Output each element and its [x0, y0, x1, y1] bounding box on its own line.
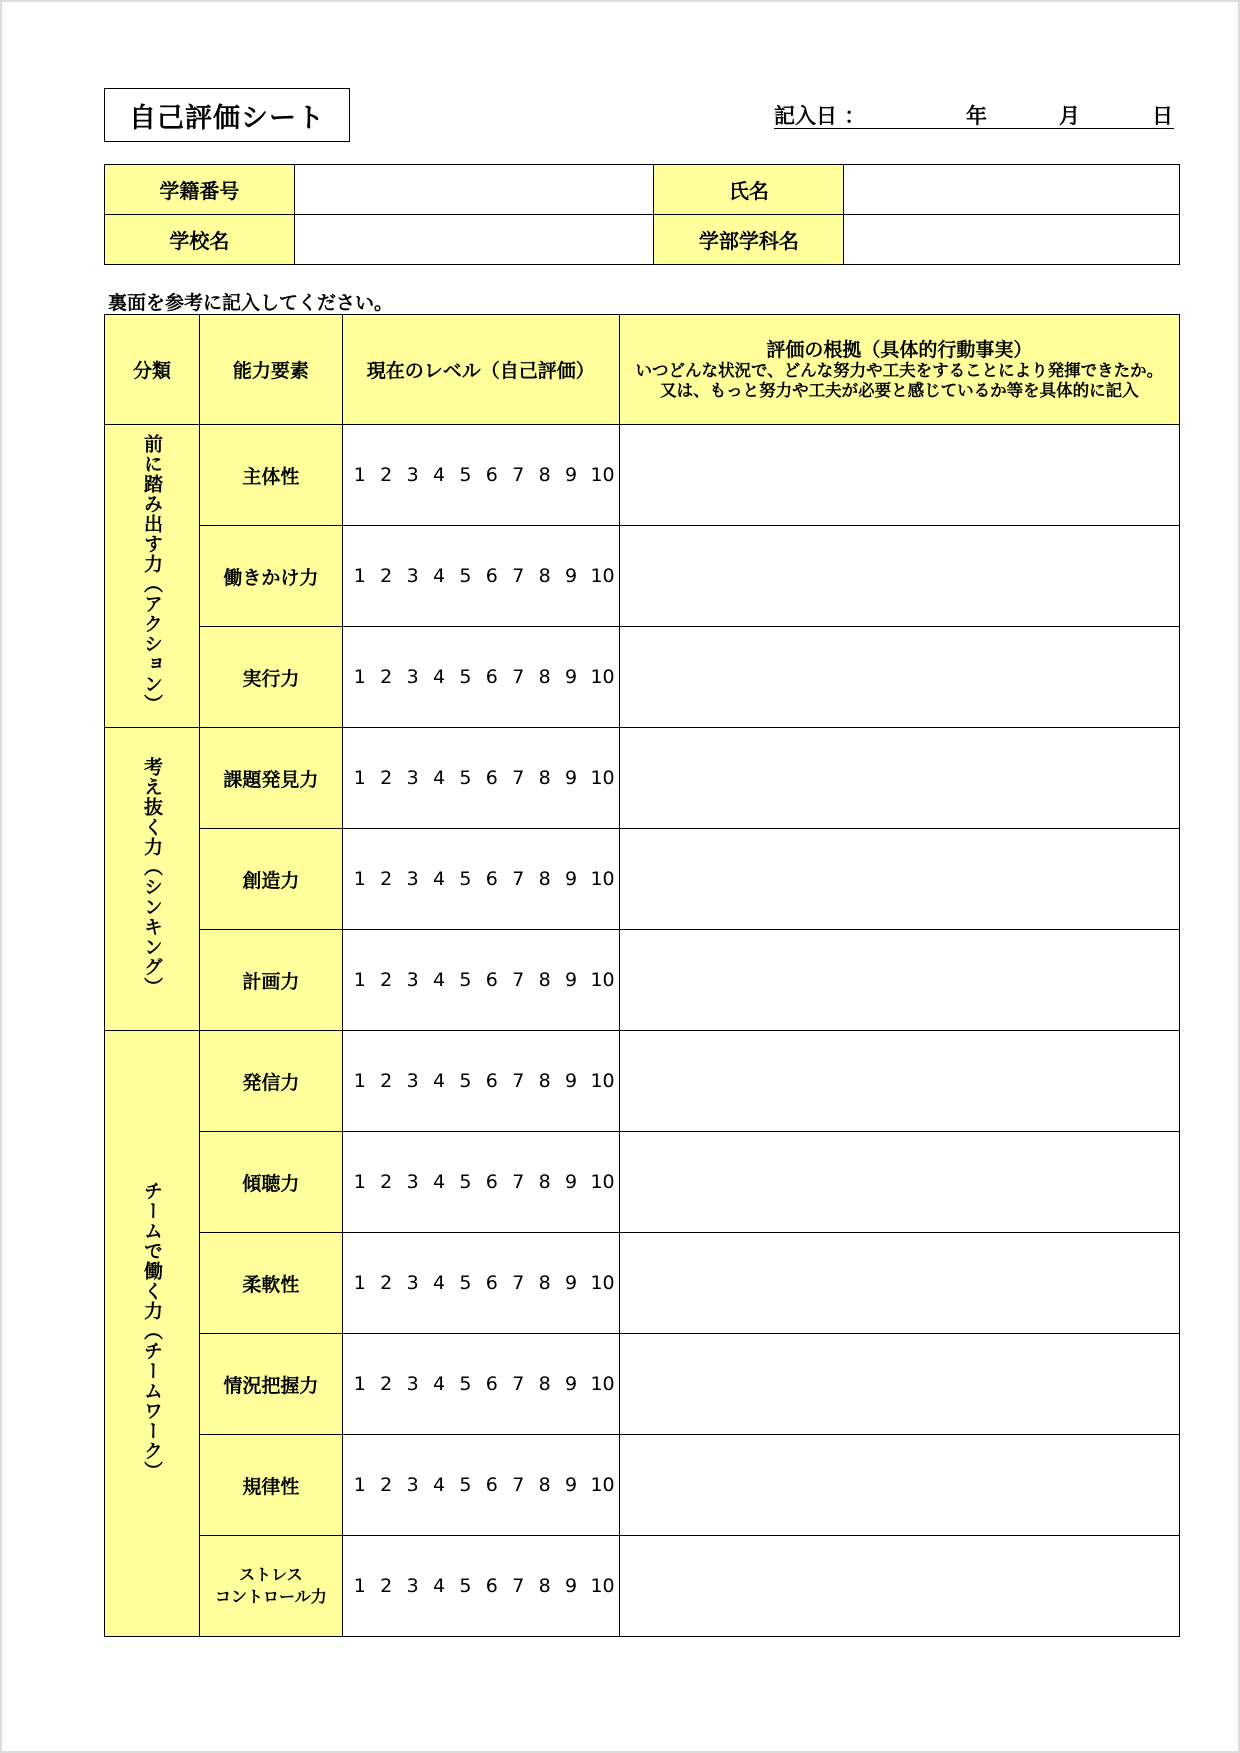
table-row — [105, 930, 1180, 1031]
basis-field[interactable] — [619, 829, 1179, 930]
level-option[interactable]: 1 — [353, 1575, 366, 1597]
level-scale-cell — [342, 1233, 619, 1334]
level-option[interactable]: 10 — [590, 969, 615, 991]
level-option[interactable]: 9 — [565, 1474, 578, 1496]
level-option[interactable]: 1 — [353, 666, 366, 688]
level-option[interactable]: 7 — [512, 1272, 525, 1294]
name-field[interactable] — [844, 165, 1180, 215]
level-option[interactable]: 8 — [538, 868, 551, 890]
self-evaluation-table — [104, 314, 1180, 1637]
level-option[interactable]: 6 — [485, 1575, 498, 1597]
level-option[interactable]: 7 — [512, 767, 525, 789]
level-option[interactable]: 2 — [380, 1474, 393, 1496]
level-option[interactable]: 9 — [565, 1373, 578, 1395]
level-option[interactable]: 5 — [459, 464, 472, 486]
school-field[interactable] — [294, 215, 654, 265]
level-option[interactable]: 2 — [380, 868, 393, 890]
table-row — [105, 526, 1180, 627]
element-label: 働きかけ力 — [199, 526, 342, 627]
level-option[interactable]: 4 — [432, 1070, 446, 1092]
level-option[interactable]: 10 — [590, 1171, 615, 1193]
basis-field[interactable] — [619, 930, 1179, 1031]
basis-line-2: 又は、もっと努力や工夫が必要と感じているか等を具体的に記入 — [660, 380, 1139, 400]
element-label: 柔軟性 — [199, 1233, 342, 1334]
level-option[interactable]: 7 — [512, 565, 525, 587]
level-option[interactable]: 2 — [380, 464, 393, 486]
level-scale-cell — [342, 627, 619, 728]
element-label: 傾聴力 — [199, 1132, 342, 1233]
level-option[interactable]: 8 — [538, 565, 551, 587]
level-option[interactable]: 3 — [406, 565, 419, 587]
table-row — [105, 1435, 1180, 1536]
month-label: 月 — [1059, 104, 1080, 128]
level-option[interactable]: 7 — [512, 666, 525, 688]
level-option[interactable]: 2 — [380, 565, 393, 587]
basis-field[interactable] — [619, 1334, 1179, 1435]
level-option[interactable]: 3 — [406, 1272, 419, 1294]
student-info-table — [104, 164, 1180, 265]
level-option[interactable]: 4 — [432, 1575, 446, 1597]
level-scale — [343, 464, 619, 486]
level-option[interactable]: 1 — [353, 868, 366, 890]
level-option[interactable]: 8 — [538, 1575, 551, 1597]
level-option[interactable]: 2 — [380, 666, 393, 688]
level-scale — [343, 666, 619, 688]
level-option[interactable]: 4 — [432, 1474, 446, 1496]
level-scale-cell — [342, 1536, 619, 1637]
student-id-label: 学籍番号 — [105, 165, 295, 215]
basis-field[interactable] — [619, 526, 1179, 627]
table-row — [105, 1031, 1180, 1132]
element-label: 発信力 — [199, 1031, 342, 1132]
level-option[interactable]: 6 — [485, 1474, 498, 1496]
element-label: 課題発見力 — [199, 728, 342, 829]
level-scale — [343, 969, 619, 991]
level-option[interactable]: 7 — [512, 1171, 525, 1193]
level-option[interactable]: 8 — [538, 969, 551, 991]
level-option[interactable]: 9 — [565, 1272, 578, 1294]
level-option[interactable]: 5 — [459, 565, 472, 587]
level-option[interactable]: 2 — [380, 1373, 393, 1395]
level-option[interactable]: 4 — [432, 464, 446, 486]
level-scale — [343, 1070, 619, 1092]
student-id-field[interactable] — [294, 165, 654, 215]
element-label: ストレス コントロール力 — [199, 1536, 342, 1637]
level-option[interactable]: 6 — [485, 1171, 498, 1193]
level-option[interactable]: 5 — [459, 1171, 472, 1193]
level-option[interactable]: 10 — [590, 1070, 615, 1092]
instruction-note: 裏面を参考に記入してください。 — [108, 292, 394, 314]
level-option[interactable]: 4 — [432, 565, 446, 587]
level-option[interactable]: 7 — [512, 1575, 525, 1597]
level-option[interactable]: 9 — [565, 464, 578, 486]
level-scale — [343, 1575, 619, 1597]
basis-field[interactable] — [619, 425, 1179, 526]
level-option[interactable]: 2 — [380, 969, 393, 991]
element-label: 情況把握力 — [199, 1334, 342, 1435]
level-scale-cell — [342, 526, 619, 627]
category-label: 考え抜く力（シンキング） — [140, 756, 163, 997]
level-option[interactable]: 6 — [485, 969, 498, 991]
level-option[interactable]: 3 — [406, 1373, 419, 1395]
level-scale-cell — [342, 1132, 619, 1233]
level-option[interactable]: 8 — [538, 1373, 551, 1395]
level-scale-cell — [342, 1031, 619, 1132]
table-row — [105, 829, 1180, 930]
level-option[interactable]: 8 — [538, 767, 551, 789]
level-option[interactable]: 7 — [512, 969, 525, 991]
level-option[interactable]: 1 — [353, 1373, 366, 1395]
table-row — [105, 1536, 1180, 1637]
level-option[interactable]: 10 — [590, 1272, 615, 1294]
level-option[interactable]: 2 — [380, 1272, 393, 1294]
level-option[interactable]: 7 — [512, 1373, 525, 1395]
level-option[interactable]: 6 — [485, 666, 498, 688]
level-option[interactable]: 5 — [459, 969, 472, 991]
level-option[interactable]: 10 — [590, 666, 615, 688]
level-option[interactable]: 4 — [432, 767, 446, 789]
level-option[interactable]: 9 — [565, 868, 578, 890]
basis-line-1: いつどんな状況で、どんな努力や工夫をすることにより発揮できたか。 — [635, 360, 1164, 380]
level-option[interactable]: 5 — [459, 1272, 472, 1294]
level-option[interactable]: 7 — [512, 868, 525, 890]
level-option[interactable]: 8 — [538, 464, 551, 486]
level-option[interactable]: 6 — [485, 565, 498, 587]
basis-header — [619, 315, 1179, 425]
level-option[interactable]: 5 — [459, 1474, 472, 1496]
level-option[interactable]: 8 — [538, 1272, 551, 1294]
level-option[interactable]: 3 — [406, 464, 419, 486]
level-option[interactable]: 1 — [353, 1272, 366, 1294]
level-option[interactable]: 5 — [459, 1575, 472, 1597]
level-scale-cell — [342, 930, 619, 1031]
level-option[interactable]: 7 — [512, 1070, 525, 1092]
element-header: 能力要素 — [199, 315, 342, 425]
level-option[interactable]: 6 — [485, 1373, 498, 1395]
level-option[interactable]: 5 — [459, 767, 472, 789]
level-scale-cell — [342, 1435, 619, 1536]
level-option[interactable]: 3 — [406, 969, 419, 991]
level-scale-cell — [342, 728, 619, 829]
level-option[interactable]: 3 — [406, 1171, 419, 1193]
level-option[interactable]: 4 — [432, 1171, 446, 1193]
basis-title: 評価の根拠（具体的行動事実） — [766, 338, 1033, 361]
entry-date — [774, 98, 1174, 129]
level-option[interactable]: 8 — [538, 666, 551, 688]
level-option[interactable]: 3 — [406, 1474, 419, 1496]
level-option[interactable]: 6 — [485, 767, 498, 789]
level-option[interactable]: 5 — [459, 868, 472, 890]
level-option[interactable]: 5 — [459, 1070, 472, 1092]
level-scale — [343, 868, 619, 890]
level-scale-cell — [342, 425, 619, 526]
level-option[interactable]: 4 — [432, 1272, 446, 1294]
category-cell — [105, 728, 200, 1031]
level-option[interactable]: 10 — [590, 565, 615, 587]
date-label: 記入日 ： — [774, 104, 866, 128]
level-option[interactable]: 5 — [459, 666, 472, 688]
level-option[interactable]: 9 — [565, 666, 578, 688]
table-row — [105, 1132, 1180, 1233]
element-label: 創造力 — [199, 829, 342, 930]
level-option[interactable]: 10 — [590, 1373, 615, 1395]
level-option[interactable]: 8 — [538, 1171, 551, 1193]
level-option[interactable]: 2 — [380, 1575, 393, 1597]
level-option[interactable]: 1 — [353, 1171, 366, 1193]
level-option[interactable]: 2 — [380, 767, 393, 789]
faculty-field[interactable] — [844, 215, 1180, 265]
level-option[interactable]: 4 — [432, 868, 446, 890]
table-row — [105, 627, 1180, 728]
level-option[interactable]: 10 — [590, 464, 615, 486]
level-scale — [343, 565, 619, 587]
basis-field[interactable] — [619, 728, 1179, 829]
level-scale-cell — [342, 829, 619, 930]
level-option[interactable]: 9 — [565, 565, 578, 587]
level-option[interactable]: 8 — [538, 1070, 551, 1092]
level-scale — [343, 1474, 619, 1496]
level-option[interactable]: 10 — [590, 868, 615, 890]
table-row — [105, 1233, 1180, 1334]
level-option[interactable]: 2 — [380, 1171, 393, 1193]
level-option[interactable]: 6 — [485, 1070, 498, 1092]
table-row — [105, 425, 1180, 526]
page-title: 自己評価シート — [104, 88, 350, 142]
level-scale — [343, 1272, 619, 1294]
level-option[interactable]: 9 — [565, 969, 578, 991]
level-option[interactable]: 4 — [432, 666, 446, 688]
basis-field[interactable] — [619, 1233, 1179, 1334]
level-option[interactable]: 8 — [538, 1474, 551, 1496]
level-option[interactable]: 9 — [565, 1575, 578, 1597]
level-option[interactable]: 1 — [353, 969, 366, 991]
basis-field[interactable] — [619, 1435, 1179, 1536]
level-option[interactable]: 1 — [353, 565, 366, 587]
faculty-label: 学部学科名 — [654, 215, 844, 265]
level-option[interactable]: 6 — [485, 868, 498, 890]
level-option[interactable]: 7 — [512, 464, 525, 486]
level-scale — [343, 1171, 619, 1193]
level-option[interactable]: 3 — [406, 666, 419, 688]
level-option[interactable]: 4 — [432, 1373, 446, 1395]
element-label: 規律性 — [199, 1435, 342, 1536]
level-option[interactable]: 1 — [353, 464, 366, 486]
level-option[interactable]: 9 — [565, 767, 578, 789]
sheet-page — [2, 2, 1238, 1751]
level-scale — [343, 1373, 619, 1395]
level-option[interactable]: 3 — [406, 1070, 419, 1092]
level-option[interactable]: 1 — [353, 1070, 366, 1092]
level-option[interactable]: 9 — [565, 1171, 578, 1193]
name-label: 氏名 — [654, 165, 844, 215]
level-option[interactable]: 2 — [380, 1070, 393, 1092]
day-label: 日 — [1152, 104, 1173, 128]
basis-field[interactable] — [619, 1536, 1179, 1637]
element-label: 計画力 — [199, 930, 342, 1031]
basis-field[interactable] — [619, 627, 1179, 728]
level-option[interactable]: 3 — [406, 868, 419, 890]
category-cell — [105, 425, 200, 728]
level-option[interactable]: 10 — [590, 1575, 615, 1597]
level-option[interactable]: 5 — [459, 1373, 472, 1395]
level-option[interactable]: 9 — [565, 1070, 578, 1092]
basis-field[interactable] — [619, 1132, 1179, 1233]
school-label: 学校名 — [105, 215, 295, 265]
level-option[interactable]: 10 — [590, 1474, 615, 1496]
category-cell — [105, 1031, 200, 1637]
level-option[interactable]: 6 — [485, 1272, 498, 1294]
level-option[interactable]: 1 — [353, 1474, 366, 1496]
level-option[interactable]: 3 — [406, 767, 419, 789]
category-label: 前に踏み出す力（アクション） — [140, 433, 163, 714]
level-option[interactable]: 3 — [406, 1575, 419, 1597]
level-option[interactable]: 4 — [432, 969, 446, 991]
year-label: 年 — [966, 104, 987, 128]
element-label: 実行力 — [199, 627, 342, 728]
level-option[interactable]: 6 — [485, 464, 498, 486]
level-header: 現在のレベル（自己評価） — [342, 315, 619, 425]
level-option[interactable]: 7 — [512, 1474, 525, 1496]
table-row — [105, 728, 1180, 829]
table-row — [105, 1334, 1180, 1435]
category-header: 分類 — [105, 315, 200, 425]
category-label: チームで働く力（チームワーク） — [140, 1181, 163, 1481]
level-scale — [343, 767, 619, 789]
basis-field[interactable] — [619, 1031, 1179, 1132]
level-scale-cell — [342, 1334, 619, 1435]
level-option[interactable]: 1 — [353, 767, 366, 789]
level-option[interactable]: 10 — [590, 767, 615, 789]
element-label: 主体性 — [199, 425, 342, 526]
